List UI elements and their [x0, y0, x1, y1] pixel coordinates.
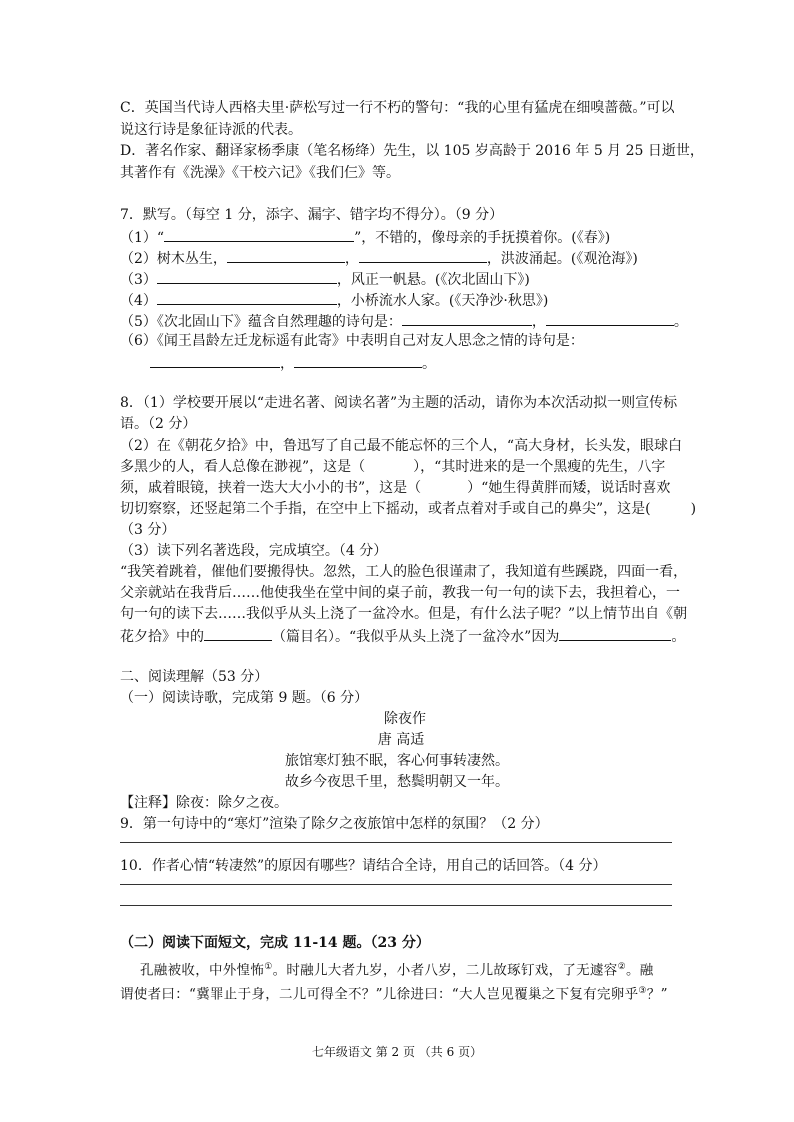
- q10: 10．作者心情“转凄然”的原因有哪些？请结合全诗，用自己的话回答。（4 分）: [120, 858, 607, 874]
- q7-item1: [120, 226, 610, 248]
- prose-line1-a: 孔融被收，中外惶怖: [140, 962, 265, 979]
- poem-line2: 故乡今夜思千里，愁鬓明朝又一年。: [285, 774, 509, 790]
- q7-item5-comma: ，: [531, 314, 546, 330]
- answer-blank[interactable]: [157, 289, 337, 305]
- answer-blank[interactable]: [204, 625, 272, 641]
- q7-item6: （6）《闻王昌龄左迁龙标遥有此寄》中表明自己对友人思念之情的诗句是：: [120, 333, 584, 349]
- q8-p2-line4: [120, 499, 696, 519]
- q8-p2-line2-a: 多黑少的人，看人总像在渺视”，这是（: [120, 459, 366, 475]
- q8-p2-line3-a: 须，戚着眼镜，挟着一迭大大小小的书”，这是（: [120, 480, 422, 496]
- answer-blank[interactable]: [157, 268, 337, 284]
- q8-passage-line4-c: 。: [671, 629, 686, 645]
- answer-blank[interactable]: [164, 226, 354, 242]
- answer-blank[interactable]: [150, 352, 280, 368]
- answer-blank[interactable]: [546, 310, 674, 326]
- q9: 9．第一句诗中的“寒灯”渲染了除夕之夜旅馆中怎样的氛围？（2 分）: [120, 816, 549, 832]
- q10-answer-line-1[interactable]: [120, 884, 672, 885]
- footnote-marker: ②: [617, 962, 626, 972]
- option-d-line1: D．著名作家、翻译家杨季康（笔名杨绛）先生，以 105 岁高龄于 2016 年 5 月 25 日逝世，: [120, 143, 704, 159]
- q7-item5-period: 。: [673, 314, 688, 330]
- q7-item3: [120, 268, 530, 290]
- footnote-marker: ③: [638, 986, 647, 996]
- q7-title: 7．默写。（每空 1 分，添字、漏字、错字均不得分）。（9 分）: [120, 207, 504, 223]
- q7-item1-prefix: （1）“: [120, 230, 165, 246]
- q8-p2-line2: [120, 457, 665, 477]
- page-footer: 七年级语文 第 2 页 （共 6 页）: [311, 1045, 483, 1059]
- section2-sub1: （一）阅读诗歌，完成第 9 题。（6 分）: [120, 690, 369, 706]
- answer-blank[interactable]: [294, 352, 422, 368]
- q7-item1-suffix: ”，不错的，像母亲的手抚摸着你。(《春》): [354, 230, 611, 246]
- answer-blank[interactable]: [559, 625, 671, 641]
- q9-answer-line[interactable]: [120, 842, 672, 843]
- q8-p3: （3）读下列名著选段，完成填空。（4 分）: [120, 543, 388, 559]
- prose-line1-c: 。融: [625, 962, 654, 979]
- q7-item4-prefix: （4）: [120, 293, 157, 309]
- q7-item3-prefix: （3）: [120, 272, 157, 288]
- q8-p2-line2-b: ），“其时进来的是一个黑瘦的先生，八字: [413, 459, 666, 475]
- q8-passage-line4-a: 花夕拾》中的: [120, 629, 204, 645]
- q8-p2-line4-a: 切切察察，还竖起第二个手指，在空中上下摇动，或者点着对手或自己的鼻尖”，这是(: [120, 501, 651, 517]
- answer-blank[interactable]: [402, 310, 532, 326]
- q7-item4-suffix: ，小桥流水人家。(《天净沙·秋思》): [336, 293, 549, 309]
- q7-item5: [120, 310, 688, 332]
- option-d-line2: 其著作有《洗澡》《干校六记》《我们仨》等。: [120, 165, 400, 181]
- q8-p2-line4-b: ): [690, 501, 697, 517]
- q8-passage-line3: 句一句的读下去……我似乎从头上浇了一盆冷水。但是，有什么法子呢？”以上情节出自《朝: [120, 606, 688, 622]
- q7-item2: [120, 247, 638, 269]
- prose-line1-b: 。时融儿大者九岁，小者八岁，二儿故琢钉戏，了无遽容: [272, 962, 618, 979]
- q7-item3-suffix: ，风正一帆悬。(《次北固山下》): [336, 272, 530, 288]
- q7-item2-comma: ，: [344, 251, 359, 267]
- q8-passage-line4: [120, 625, 685, 647]
- section2-title: 二、阅读理解（53 分）: [120, 669, 269, 685]
- poem-note: 【注释】除夜：除夕之夜。: [120, 795, 288, 811]
- prose-line2-b: ？”: [646, 986, 668, 1003]
- prose-line1: [140, 957, 654, 981]
- prose-line2-a: 谓使者曰：“冀罪止于身，二儿可得全不？”儿徐进曰：“大人岂见覆巢之下复有完卵乎: [120, 986, 639, 1003]
- q8-passage-line1: “我笑着跳着，催他们要搬得快。忽然，工人的脸色很谨肃了，我知道有些蹊跷，四面一看，: [120, 564, 688, 580]
- footnote-marker: ①: [264, 962, 273, 972]
- poem-author: 唐 高适: [377, 732, 425, 748]
- section2-sub2: （二）阅读下面短文，完成 11-14 题。（23 分）: [120, 935, 430, 951]
- q8-p2-line1: （2）在《朝花夕拾》中，鲁迅写了自己最不能忘怀的三个人，“高大身材，长头发，眼球白: [120, 438, 683, 454]
- q7-item6-blanks: [150, 352, 436, 374]
- poem-title: 除夜作: [384, 711, 426, 727]
- answer-blank[interactable]: [227, 247, 345, 263]
- q8-p1-line1: 8．（1）学校要开展以“走进名著、阅读名著”为主题的活动，请你为本次活动拟一则宣传标: [120, 395, 678, 411]
- q10-answer-line-2[interactable]: [120, 905, 672, 906]
- q7-item2-prefix: （2）树木丛生，: [120, 251, 227, 267]
- q7-item4: [120, 289, 548, 311]
- q7-item5-prefix: （5）《次北固山下》蕴含自然理趣的诗句是：: [120, 314, 402, 330]
- answer-blank[interactable]: [359, 247, 487, 263]
- q7-item2-suffix: ，洪波涌起。(《观沧海》): [486, 251, 638, 267]
- q7-item6-period: 。: [422, 356, 436, 372]
- option-c-line2: 说这行诗是象征诗派的代表。: [120, 122, 302, 138]
- poem-line1: 旅馆寒灯独不眠，客心何事转凄然。: [285, 753, 509, 769]
- option-c-line1: C．英国当代诗人西格夫里·萨松写过一行不朽的警句：“我的心里有猛虎在细嗅蔷薇。”可以: [120, 100, 675, 116]
- q8-p1-line2: 语。（2 分）: [120, 416, 197, 432]
- q8-passage-line4-b: （篇目名）。“我似乎从头上浇了一盆冷水”因为: [272, 629, 560, 645]
- q8-p2-line3: [120, 478, 670, 498]
- q8-p2-line3-b: ）“她生得黄胖而矮，说话时喜欢: [467, 480, 671, 496]
- q8-p2-line5: （3 分）: [120, 522, 176, 538]
- prose-line2: [120, 981, 668, 1005]
- q7-item6-comma: ，: [280, 356, 294, 372]
- q8-passage-line2: 父亲就站在我背后……他使我坐在堂中间的桌子前，教我一句一句的读下去，我担着心，一: [120, 585, 680, 601]
